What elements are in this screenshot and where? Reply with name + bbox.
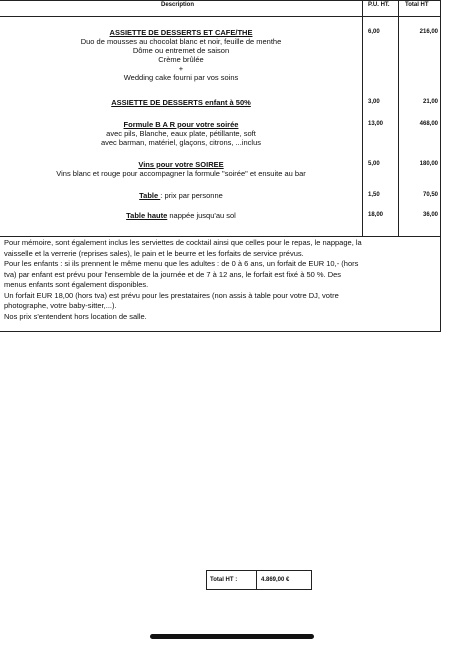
column-divider-1 (362, 0, 363, 236)
item-total: 70,50 (422, 192, 438, 198)
item-pu: 18,00 (368, 212, 384, 218)
item-pu: 5,00 (368, 161, 380, 167)
item-suffix: : prix par personne (160, 191, 223, 200)
right-border (440, 0, 441, 332)
item-desserts-cafe (0, 28, 362, 82)
item-title: Formule B A R pour votre soirée (123, 120, 239, 129)
item-table-haute (0, 211, 362, 220)
total-ht-value: 4.869,00 € (261, 577, 290, 583)
item-line: + (178, 64, 184, 73)
item-total: 36,00 (422, 212, 438, 218)
item-pu: 1,50 (368, 192, 380, 198)
item-table (0, 191, 362, 200)
header-description: Description (161, 2, 195, 8)
note-paragraph: Un forfait EUR 18,00 (hors tva) est prévu pour les prestataires (non assis à table pour votre DJ, votre photographe, votre baby-sitter,...). (4, 290, 339, 310)
item-suffix: nappée jusqu'au sol (167, 211, 236, 220)
notes-block (4, 238, 364, 322)
item-title: ASSIETTE DE DESSERTS enfant à 50% (111, 98, 251, 107)
item-desserts-enfant (0, 98, 362, 107)
item-formule-bar (0, 120, 362, 147)
note-paragraph: Nos prix s'entendent hors location de salle. (4, 311, 147, 321)
column-divider-2 (398, 0, 399, 236)
item-title: Vins pour votre SOIREE (138, 160, 224, 169)
item-title: Table haute (126, 211, 168, 220)
item-total: 180,00 (419, 161, 438, 167)
item-total: 468,00 (419, 121, 438, 127)
header-pu: P.U. HT. (368, 2, 390, 8)
top-border (0, 0, 441, 1)
total-ht-box (206, 570, 312, 590)
item-line: avec pils, Blanche, eaux plate, pétillante, soft (106, 129, 256, 138)
item-vins-soiree (0, 160, 362, 178)
note-paragraph: Pour mémoire, sont également inclus les serviettes de cocktail ainsi que celles pour le repas, le nappage, la vaisselle et la verrerie (reprises sales), le pain et le beurre et les forfaits de service prévus. (4, 238, 362, 258)
home-indicator[interactable] (150, 634, 314, 639)
item-total: 21,00 (422, 99, 438, 105)
item-pu: 13,00 (368, 121, 384, 127)
total-ht-label: Total HT : (207, 571, 257, 589)
header-total: Total HT (405, 2, 429, 8)
item-pu: 3,00 (368, 99, 380, 105)
item-line: Wedding cake fourni par vos soins (123, 73, 239, 82)
item-line: Dôme ou entremet de saison (132, 46, 230, 55)
item-title: Table (139, 191, 161, 200)
item-pu: 6,00 (368, 29, 380, 35)
notes-bottom-border (0, 331, 441, 332)
item-line: Duo de mousses au chocolat blanc et noir, feuille de menthe (80, 37, 282, 46)
item-line: Vins blanc et rouge pour accompagner la formule "soirée" et ensuite au bar (56, 169, 306, 178)
note-paragraph: Pour les enfants : si ils prennent le même menu que les adultes : de 0 à 6 ans, un forfait de EUR 10,- (hors tva) par enfant est prévu pour l'ensemble de la journée et de 7 à 12 ans, le forfait est fixé à 50 %. Des menus enfants sont également disponibles. (4, 259, 359, 289)
header-separator (0, 16, 441, 17)
items-bottom-border (0, 236, 441, 237)
item-line: Crème brûlée (158, 55, 204, 64)
item-total: 216,00 (419, 29, 438, 35)
item-line: avec barman, matériel, glaçons, citrons, ...inclus (100, 138, 262, 147)
item-title: ASSIETTE DE DESSERTS ET CAFE/THE (109, 28, 253, 37)
